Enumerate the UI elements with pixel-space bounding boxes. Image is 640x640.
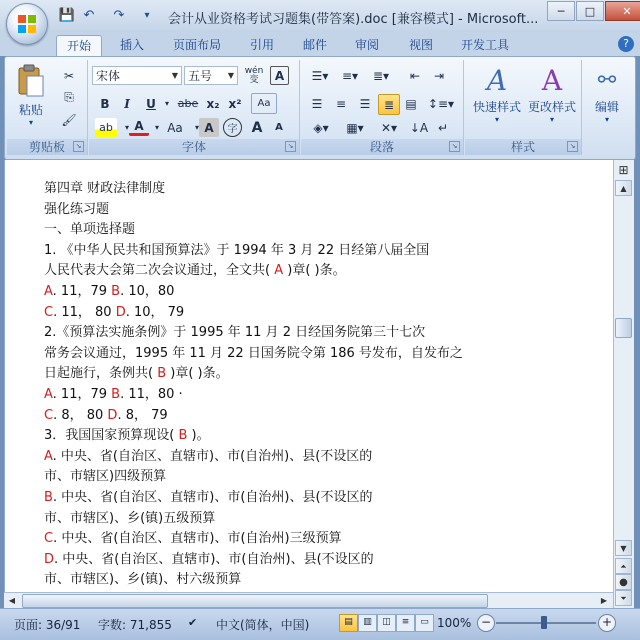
line-text: 1. 《中华人民共和国预算法》于 1994 年 3 月 22 日经第八届全国 <box>44 242 430 258</box>
paragraph-launcher-icon[interactable]: ↘ <box>449 141 460 152</box>
tab-developer[interactable]: 开发工具 <box>461 38 510 52</box>
select-browse-object-icon[interactable]: ● <box>615 574 632 590</box>
line-text: . 中央、省(自治区、直辖市)、市(自治州)三级预算 <box>53 531 342 547</box>
web-layout-view-icon[interactable]: ◫ <box>377 614 396 632</box>
change-styles-dropdown-icon: ▾ <box>549 115 554 124</box>
line-text: . 10，80 <box>120 284 175 299</box>
document-line <box>44 218 135 237</box>
tab-insert[interactable]: 插入 <box>120 38 145 52</box>
full-screen-reading-view-icon[interactable]: ▥ <box>358 614 377 632</box>
line-text: . 10， 79 <box>125 304 185 320</box>
horizontal-scrollbar[interactable] <box>4 592 613 609</box>
quick-styles-dropdown-icon: ▾ <box>494 115 499 124</box>
shading-icon[interactable]: ◈▾ <box>313 120 329 135</box>
chinese-layout-icon[interactable]: ✕▾ <box>380 120 398 135</box>
distributed-icon[interactable]: ▤ <box>405 96 417 111</box>
change-styles-icon: A <box>541 64 563 97</box>
document-line <box>44 568 241 587</box>
answer-marker: C <box>44 304 54 320</box>
line-text: 市、市辖区)、乡(镇)、村六级预算 <box>44 572 242 588</box>
line-text: 一、单项选择题 <box>44 222 136 238</box>
font-launcher-icon[interactable]: ↘ <box>285 141 296 152</box>
vertical-scrollbar[interactable] <box>613 160 634 608</box>
tab-mailings[interactable]: 邮件 <box>303 38 328 52</box>
subscript-icon[interactable]: x₂ <box>206 96 220 111</box>
word-count[interactable]: 字数: 71,855 <box>98 618 172 632</box>
help-icon[interactable]: ? <box>618 36 634 52</box>
line-text: 第四章 财政法律制度 <box>44 181 166 196</box>
document-line <box>44 383 183 402</box>
document-line <box>44 465 166 484</box>
align-center-icon[interactable]: ≡ <box>335 96 347 111</box>
maximize-button[interactable]: □ <box>576 1 604 21</box>
multilevel-list-icon[interactable]: ≣▾ <box>372 68 390 83</box>
styles-launcher-icon[interactable]: ↘ <box>567 141 578 152</box>
paragraph-group <box>301 60 464 155</box>
ribbon <box>4 56 636 160</box>
answer-marker: B <box>111 284 121 299</box>
outline-view-icon[interactable]: ≡ <box>396 614 415 632</box>
vertical-scroll-thumb[interactable] <box>615 318 632 338</box>
line-text: . 中央、省(自治区、直辖市)、市(自治州)、县(不设区的 <box>52 448 373 464</box>
grow-font-icon[interactable]: A <box>251 119 263 136</box>
font-color-icon[interactable]: A <box>129 118 149 136</box>
ribbon-tabs <box>0 32 640 56</box>
line-text: 2.《预算法实施条例》于 1995 年 11 月 2 日经国务院第三十七次 <box>44 325 426 341</box>
next-page-icon[interactable]: ⏷ <box>615 590 632 606</box>
line-text: )。 <box>187 428 210 444</box>
horizontal-scroll-thumb[interactable] <box>22 594 488 608</box>
answer-marker: A <box>44 448 53 464</box>
line-text: 强化练习题 <box>44 201 110 217</box>
clear-formatting-icon[interactable]: Aa <box>251 93 277 114</box>
font-name-value: 宋体 <box>96 69 121 83</box>
status-bar <box>0 608 640 640</box>
character-border-icon[interactable]: A <box>270 66 289 85</box>
document-line <box>44 445 372 464</box>
line-text: 日起施行，条例共( <box>44 366 158 382</box>
underline-icon[interactable]: U <box>146 96 156 111</box>
scroll-up-icon[interactable]: ▲ <box>615 180 632 196</box>
scroll-down-icon[interactable]: ▼ <box>615 540 632 556</box>
close-button[interactable]: ✕ <box>605 1 640 21</box>
document-line <box>44 321 425 340</box>
clipboard-group <box>7 60 88 155</box>
answer-marker: B <box>44 490 53 505</box>
change-case-dropdown-icon[interactable]: ▾ <box>194 123 199 132</box>
redo-icon[interactable]: ↷ <box>113 7 125 23</box>
editing-group <box>583 60 631 155</box>
document-line <box>44 301 184 320</box>
highlight-icon[interactable]: ab <box>95 118 117 137</box>
font-size-value: 五号 <box>188 69 213 83</box>
office-button[interactable] <box>6 3 48 45</box>
line-text: 市、市辖区)、乡(镇)五级预算 <box>44 510 216 526</box>
borders-icon[interactable]: ▦▾ <box>346 120 364 135</box>
strikethrough-icon[interactable]: abe <box>177 97 199 110</box>
paste-dropdown-icon[interactable]: ▾ <box>28 118 33 127</box>
quick-styles-button[interactable] <box>469 64 525 124</box>
document-line <box>44 239 429 258</box>
document-line <box>44 362 229 381</box>
highlight-dropdown-icon[interactable]: ▾ <box>124 123 129 132</box>
numbering-icon[interactable]: ≡▾ <box>341 68 359 83</box>
character-shading-icon[interactable]: A <box>199 118 219 137</box>
copy-icon[interactable]: ⎘ <box>64 90 74 104</box>
document-page[interactable] <box>4 160 614 608</box>
answer-marker: A <box>274 263 284 279</box>
page-indicator[interactable]: 页面: 36/91 <box>14 618 81 632</box>
increase-indent-icon[interactable]: ⇥ <box>433 68 445 83</box>
change-styles-button[interactable] <box>523 64 581 124</box>
font-color-dropdown-icon[interactable]: ▾ <box>154 123 159 132</box>
document-line <box>44 424 210 443</box>
line-text: 市、市辖区)四级预算 <box>44 469 167 485</box>
binoculars-icon: ⚯ <box>597 68 617 93</box>
paste-icon <box>16 64 46 98</box>
title-bar <box>0 0 640 32</box>
document-line <box>44 198 109 217</box>
window-controls <box>546 1 640 21</box>
zoom-slider-thumb[interactable] <box>541 616 547 629</box>
line-text: . 11，79 <box>52 284 112 299</box>
change-styles-label: 更改样式 <box>527 100 576 114</box>
paragraph-group-label: 段落 <box>301 139 463 155</box>
shrink-font-icon[interactable]: A <box>275 122 283 133</box>
clipboard-launcher-icon[interactable]: ↘ <box>73 141 84 152</box>
proofing-icon[interactable]: ✔ <box>188 616 198 629</box>
align-left-icon[interactable]: ☰ <box>311 96 323 111</box>
quick-styles-icon: A <box>486 64 508 97</box>
editing-button[interactable] <box>585 64 629 124</box>
office-logo-icon <box>16 13 38 35</box>
editing-label: 编辑 <box>594 100 619 114</box>
line-spacing-icon[interactable]: ↕≡▾ <box>427 96 455 111</box>
italic-icon[interactable]: I <box>124 96 130 111</box>
line-text: . 8， 79 <box>117 407 168 423</box>
undo-icon[interactable]: ↶ <box>83 7 95 23</box>
document-line <box>44 527 342 546</box>
scroll-right-icon[interactable]: ▶ <box>600 596 608 605</box>
bold-icon[interactable]: B <box>100 96 110 111</box>
save-icon[interactable]: 💾 <box>58 7 76 23</box>
zoom-level[interactable]: 100% <box>437 616 472 630</box>
zoom-out-icon[interactable]: − <box>477 614 495 632</box>
language-indicator[interactable]: 中文(简体，中国) <box>216 618 310 632</box>
document-line <box>44 259 346 278</box>
answer-marker: C <box>44 531 54 547</box>
answer-marker: B <box>178 428 188 444</box>
scroll-left-icon[interactable]: ◀ <box>8 596 16 605</box>
line-text: 人民代表大会第二次会议通过，全文共( <box>44 263 275 279</box>
tab-page-layout[interactable]: 页面布局 <box>173 38 222 52</box>
line-text: . 8， 80 <box>53 407 108 423</box>
document-line <box>44 177 165 196</box>
answer-marker: B <box>157 366 167 382</box>
draft-view-icon[interactable]: ▭ <box>415 614 434 632</box>
document-line <box>44 404 168 423</box>
enclose-characters-icon[interactable]: 字 <box>223 118 242 137</box>
line-text: . 中央、省(自治区、直辖市)、市(自治州)、县(不设区的 <box>54 551 374 567</box>
show-marks-icon[interactable]: ↵ <box>437 120 449 135</box>
quick-styles-label: 快速样式 <box>472 100 521 114</box>
bullets-icon[interactable]: ☰▾ <box>311 68 329 83</box>
answer-marker: A <box>44 284 53 299</box>
align-right-icon[interactable]: ☰ <box>359 96 371 111</box>
format-painter-icon[interactable]: 🖌 <box>61 112 77 127</box>
answer-marker: D <box>115 304 126 320</box>
document-line <box>44 548 374 567</box>
line-text: . 11， 80 <box>53 304 116 320</box>
answer-marker: D <box>107 407 118 423</box>
font-name-dropdown-icon[interactable]: ▼ <box>171 71 179 80</box>
quick-access-toolbar <box>58 6 156 24</box>
phonetic-guide-icon[interactable]: wén 变 <box>244 66 264 85</box>
customize-qat-icon[interactable]: ▾ <box>144 9 150 21</box>
answer-marker: C <box>44 407 54 423</box>
answer-marker: A <box>44 387 53 402</box>
font-group <box>89 60 300 155</box>
answer-marker: D <box>44 551 55 567</box>
cut-icon[interactable]: ✂ <box>63 68 75 83</box>
line-text: . 中央、省(自治区、直辖市)、市(自治州)、县(不设区的 <box>52 490 373 505</box>
line-text: )章( )条。 <box>283 263 346 279</box>
print-layout-view-icon[interactable]: ▤ <box>339 614 358 632</box>
change-case-icon[interactable]: Aa <box>167 120 183 135</box>
tab-review[interactable]: 审阅 <box>355 38 380 52</box>
styles-group <box>465 60 582 155</box>
paste-label: 粘贴 <box>18 103 43 117</box>
document-line <box>44 486 373 505</box>
tab-home[interactable]: 开始 <box>56 35 102 57</box>
window-title: 会计从业资格考试习题集(带答案).doc [兼容模式] - Microsoft... <box>168 12 539 27</box>
paste-button[interactable] <box>13 64 49 127</box>
font-name-combo[interactable] <box>92 66 182 85</box>
line-text: )章( )条。 <box>166 366 229 382</box>
ruler-toggle-icon[interactable]: ⊞ <box>618 163 629 177</box>
document-line <box>44 507 215 526</box>
clipboard-group-label: 剪贴板 <box>7 139 87 155</box>
tab-references[interactable]: 引用 <box>250 38 275 52</box>
justify-icon[interactable]: ≣ <box>378 94 400 115</box>
underline-dropdown-icon[interactable]: ▾ <box>164 99 169 108</box>
decrease-indent-icon[interactable]: ⇤ <box>409 68 421 83</box>
line-text: 常务会议通过，1995 年 11 月 22 日国务院令第 186 号发布，自发布之 <box>44 345 463 361</box>
editing-dropdown-icon: ▾ <box>604 115 609 124</box>
zoom-in-icon[interactable]: + <box>598 614 616 632</box>
minimize-button[interactable]: ─ <box>547 1 575 21</box>
styles-group-label: 样式 <box>465 139 581 155</box>
superscript-icon[interactable]: x² <box>228 96 242 111</box>
font-group-label: 字体 <box>89 139 299 155</box>
font-size-combo[interactable] <box>184 66 238 85</box>
font-size-dropdown-icon[interactable]: ▼ <box>227 71 235 80</box>
sort-icon[interactable]: ↓A <box>409 120 429 135</box>
tab-view[interactable]: 视图 <box>409 38 434 52</box>
document-line <box>44 342 463 361</box>
line-text: . 11，79 <box>52 387 112 402</box>
line-text: 3．我国国家预算现设( <box>44 428 179 444</box>
previous-page-icon[interactable]: ⏶ <box>615 558 632 574</box>
document-line <box>44 280 174 299</box>
line-text: . 11，80 · <box>120 387 183 402</box>
answer-marker: B <box>111 387 121 402</box>
